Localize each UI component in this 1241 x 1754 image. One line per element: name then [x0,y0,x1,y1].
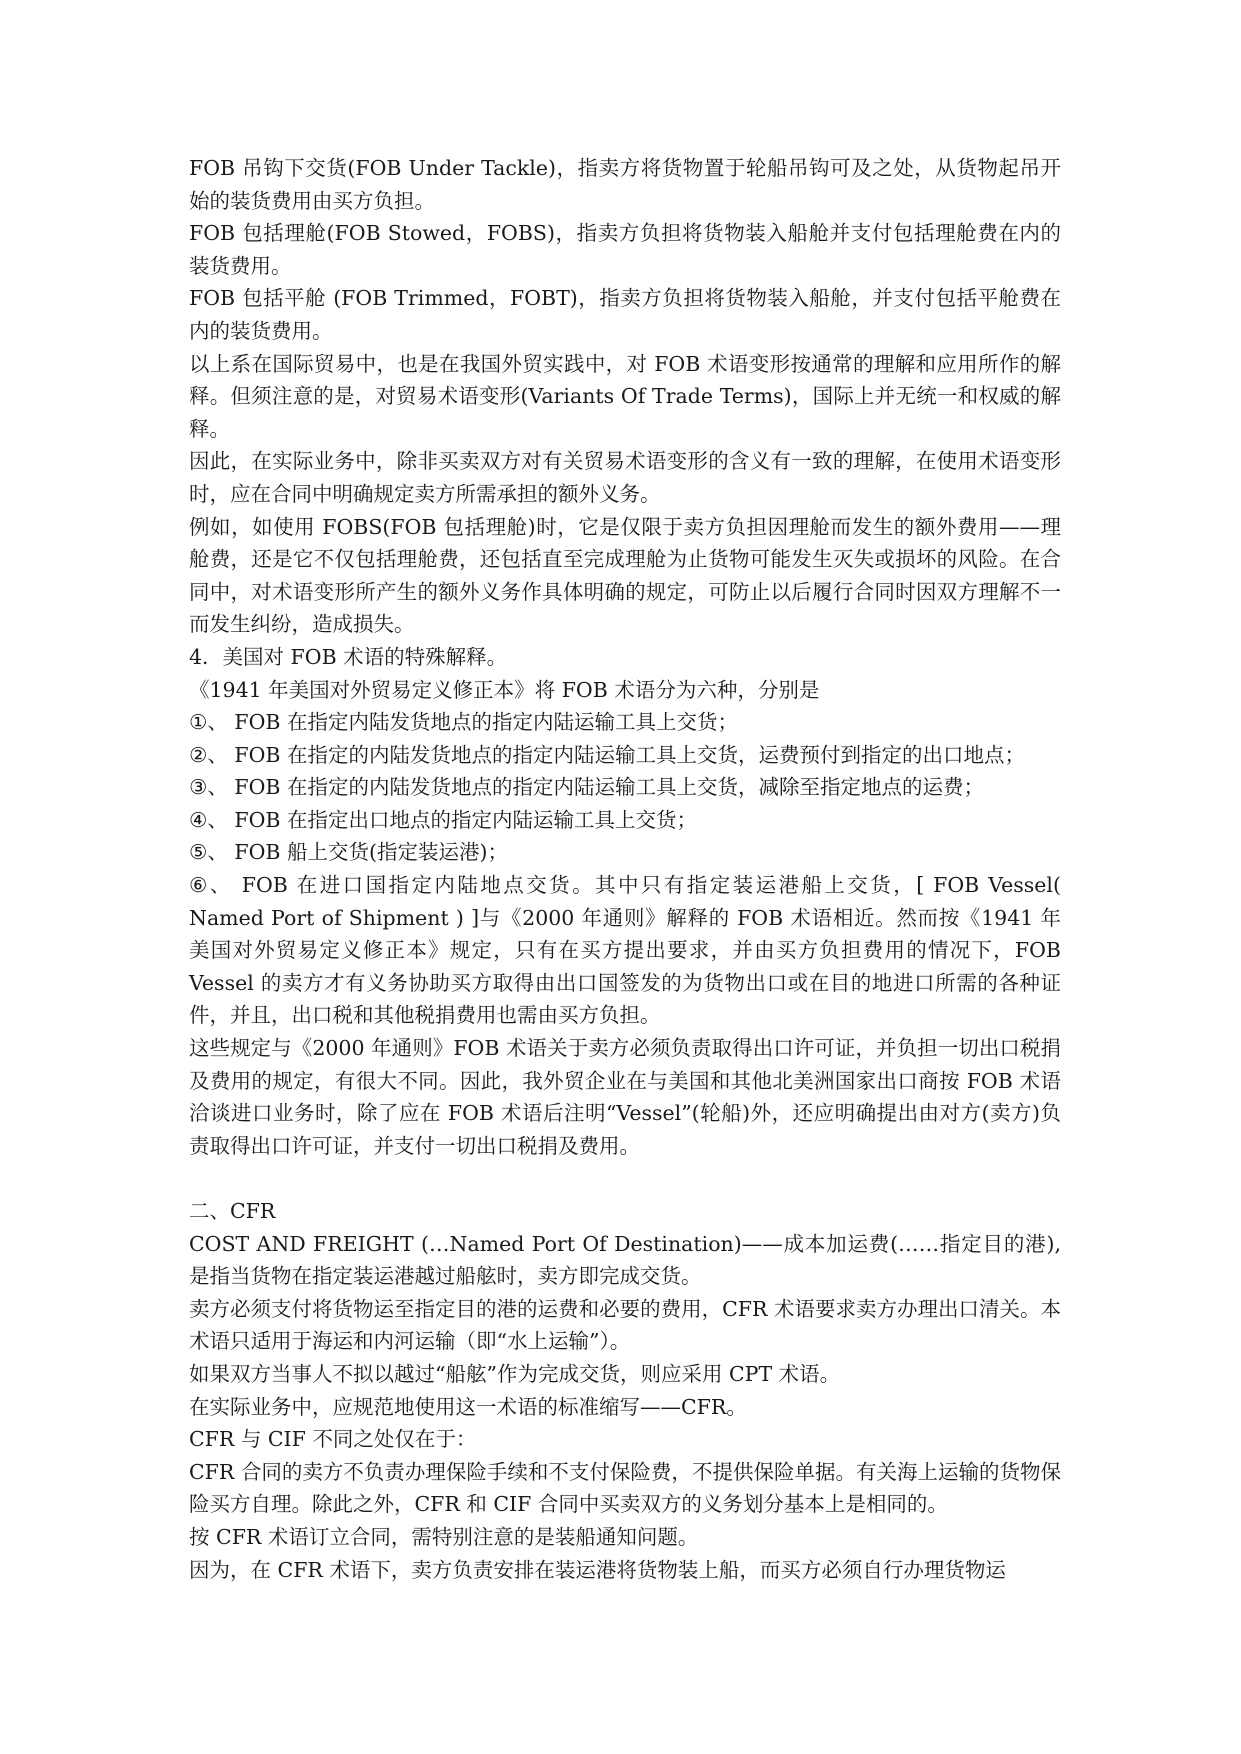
paragraph-cpt-note: 如果双方当事人不拟以越过“船舷”作为完成交货，则应采用 CPT 术语。 [189,1361,841,1386]
document-body [189,152,1061,1586]
list-item-3: ③、 FOB 在指定的内陆发货地点的指定内陆运输工具上交货，减除至指定地点的运费； [189,775,985,800]
section-heading-cfr: 二、CFR [189,1199,276,1223]
paragraph-fob-under-tackle: FOB 吊钩下交货(FOB Under Tackle)，指卖方将货物置于轮船吊钩可及之处，从货物起吊开始的装货费用由买方负担。 [189,156,1061,213]
list-item-5: ⑤、 FOB 船上交货(指定装运港)； [189,840,509,865]
paragraph-cfr-vs-cif: CFR 与 CIF 不同之处仅在于： [189,1427,477,1452]
section-heading-us-fob: 4．美国对 FOB 术语的特殊解释。 [189,644,508,669]
paragraph-fob-trimmed: FOB 包括平舱 (FOB Trimmed，FOBT)，指卖方负担将货物装入船舱，并支付包括平舱费在内的装货费用。 [189,286,1061,343]
paragraph-contract-advice: 因此，在实际业务中，除非买卖双方对有关贸易术语变形的含义有一致的理解，在使用术语变形时，应在合同中明确规定卖方所需承担的额外义务。 [189,449,1061,506]
list-item-6: ⑥、 FOB 在进口国指定内陆地点交货。其中只有指定装运港船上交货，[ FOB Vessel( Named Port of Shipment ) ]与《2000 年通则》解释的 FOB 术语相近。然而按《1941 年美国对外贸易定义修正本》规定，只有在买方提出要求，并由买方负担费用的情况下，FOB Vessel 的卖方才有义务协助买方取得由出口国签发的为货物出口或在目的地进口所需的各种证件，并且，出口税和其他税捐费用也需由买方负担。 [189,873,1061,1028]
list-item-1: ①、 FOB 在指定内陆发货地点的指定内陆运输工具上交货； [189,710,739,735]
paragraph-cfr-definition: COST AND FREIGHT (…Named Port Of Destination)——成本加运费(……指定目的港), 是指当货物在指定装运港越过船舷时，卖方即完成交货。 [189,1231,1061,1289]
list-item-2: ②、 FOB 在指定的内陆发货地点的指定内陆运输工具上交货，运费预付到指定的出口地点； [189,742,1026,767]
paragraph-1941-definitions: 《1941 年美国对外贸易定义修正本》将 FOB 术语分为六种，分别是 [189,677,820,702]
paragraph-fob-stowed: FOB 包括理舱(FOB Stowed，FOBS)，指卖方负担将货物装入船舱并支付包括理舱费在内的装货费用。 [189,221,1061,278]
paragraph-cfr-seller-duties: 卖方必须支付将货物运至指定目的港的运费和必要的费用，CFR 术语要求卖方办理出口清关。本术语只适用于海运和内河运输（即“水上运输”）。 [189,1296,1061,1354]
list-item-4: ④、 FOB 在指定出口地点的指定内陆运输工具上交货； [189,807,698,832]
paragraph-variants-explanation: 以上系在国际贸易中，也是在我国外贸实践中，对 FOB 术语变形按通常的理解和应用所作的解释。但须注意的是，对贸易术语变形(Variants Of Trade Terms)，国际上并无统一和权威的解释。 [189,351,1061,441]
paragraph-cfr-abbreviation: 在实际业务中，应规范地使用这一术语的标准缩写——CFR。 [189,1394,747,1419]
paragraph-cfr-insurance: CFR 合同的卖方不负责办理保险手续和不支付保险费，不提供保险单据。有关海上运输的货物保险买方自理。除此之外，CFR 和 CIF 合同中买卖双方的义务划分基本上是相同的。 [189,1459,1061,1517]
blank-line [189,1162,1061,1195]
paragraph-fobs-example: 例如，如使用 FOBS(FOB 包括理舱)时，它是仅限于卖方负担因理舱而发生的额外费用——理舱费，还是它不仅包括理舱费，还包括直至完成理舱为止货物可能发生灭失或损坏的风险。在合同中，对术语变形所产生的额外义务作具体明确的规定，可防止以后履行合同时因双方理解不一而发生纠纷，造成损失。 [189,514,1061,637]
paragraph-shipping-notice: 按 CFR 术语订立合同，需特别注意的是装船通知问题。 [189,1524,699,1549]
paragraph-reason: 因为，在 CFR 术语下，卖方负责安排在装运港将货物装上船，而买方必须自行办理货物运 [189,1557,1006,1582]
paragraph-us-differences: 这些规定与《2000 年通则》FOB 术语关于卖方必须负责取得出口许可证，并负担一切出口税捐及费用的规定，有很大不同。因此，我外贸企业在与美国和其他北美洲国家出口商按 FOB 术语洽谈进口业务时，除了应在 FOB 术语后注明“Vessel”(轮船)外，还应明确提出由对方(卖方)负责取得出口许可证，并支付一切出口税捐及费用。 [189,1036,1061,1158]
